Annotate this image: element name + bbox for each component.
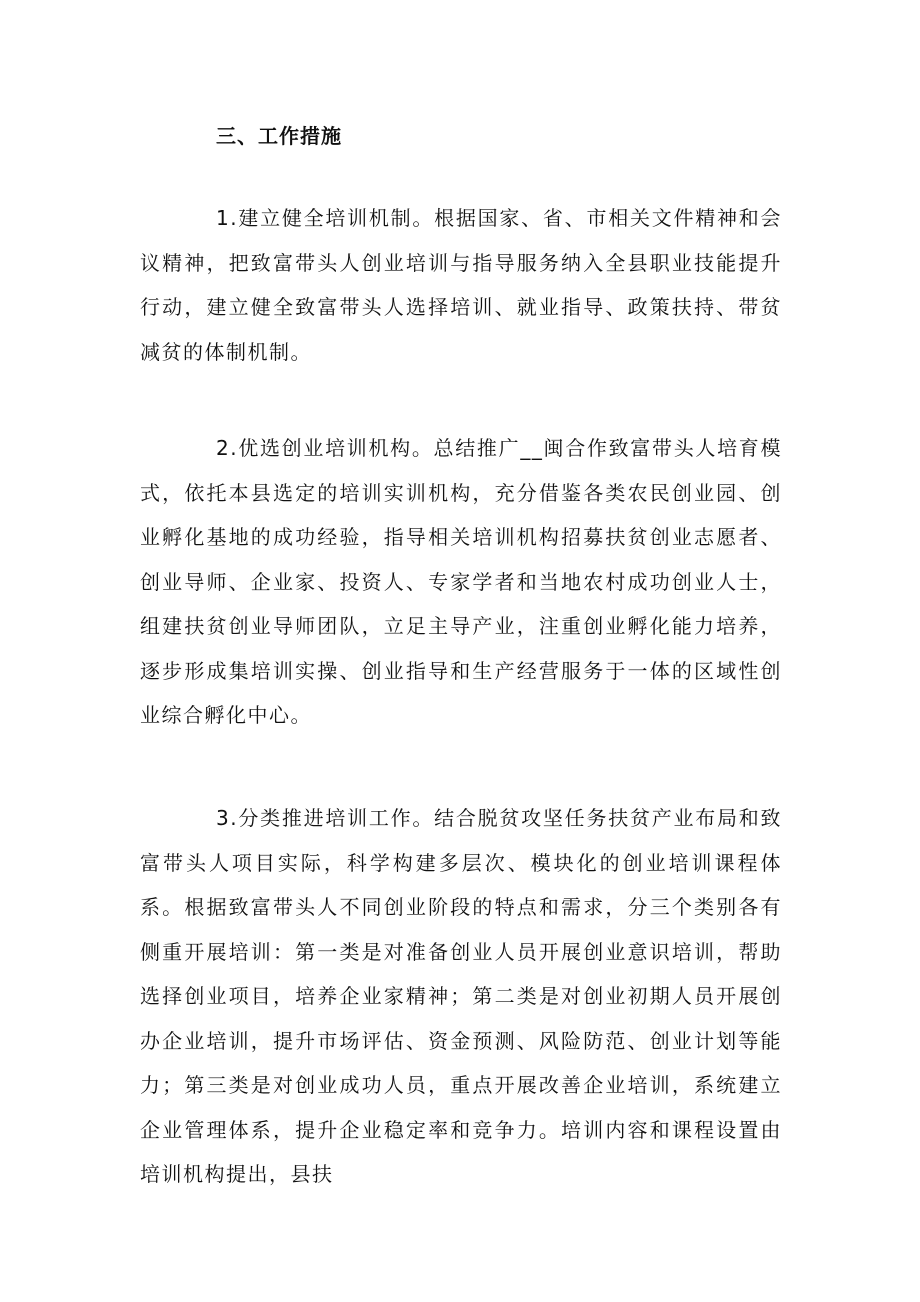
section-heading: 三、工作措施: [216, 124, 342, 148]
paragraph-training-mechanism: 1.建立健全培训机制。根据国家、省、市相关文件精神和会议精神，把致富带头人创业培训与指导服务纳入全县职业技能提升行动，建立健全致富带头人选择培训、就业指导、政策扶持、带贫减贫的体制机制。: [140, 206, 782, 364]
paragraph-classified-training: 3.分类推进培训工作。结合脱贫攻坚任务扶贫产业布局和致富带头人项目实际，科学构建多层次、模块化的创业培训课程体系。根据致富带头人不同创业阶段的特点和需求，分三个类别各有侧重开展培训：第一类是对准备创业人员开展创业意识培训，帮助选择创业项目，培养企业家精神；第二类是对创业初期人员开展创办企业培训，提升市场评估、资金预测、风险防范、创业计划等能力；第三类是对创业成功人员，重点开展改善企业培训，系统建立企业管理体系，提升企业稳定率和竞争力。培训内容和课程设置由培训机构提出，县扶: [140, 806, 782, 1186]
paragraph-training-institutions: 2.优选创业培训机构。总结推广__闽合作致富带头人培育模式，依托本县选定的培训实训机构，充分借鉴各类农民创业园、创业孵化基地的成功经验，指导相关培训机构招募扶贫创业志愿者、创业导师、企业家、投资人、专家学者和当地农村成功创业人士，组建扶贫创业导师团队，立足主导产业，注重创业孵化能力培养，逐步形成集培训实操、创业指导和生产经营服务于一体的区域性创业综合孵化中心。: [140, 436, 782, 727]
